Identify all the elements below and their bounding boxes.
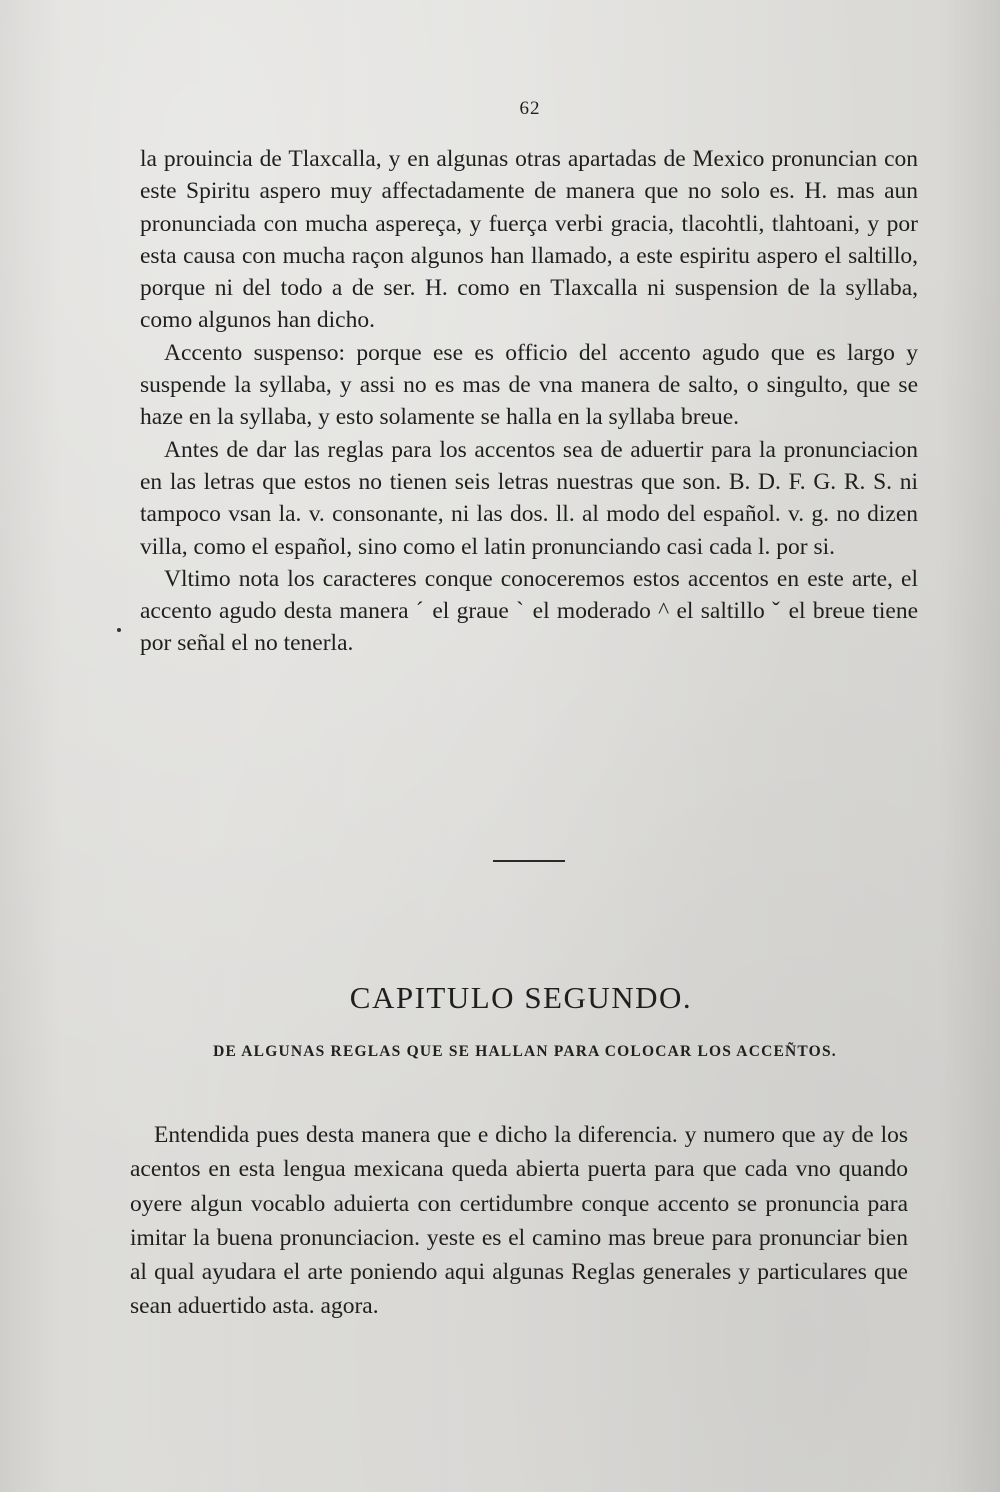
paragraph: Entendida pues desta manera que e dicho la diferencia. y numero que ay de los acentos en esta lengua mexicana queda abierta puerta para que cada vno quando oyere algun vocablo aduierta con certidumbre conque accento se pronuncia para imitar la buena pronunciacion. yeste es el camino mas breue para pronunciar bien al qual ayudara el arte poniendo aqui algunas Reglas generales y particulares que sean aduertido asta. agora. [130,1122,908,1320]
ink-speck [117,628,121,632]
paragraph: Accento suspenso: porque ese es officio del accento agudo que es largo y suspende la syllaba, y assi no es mas de vna manera de salto, o singulto, que se haze en la syllaba, y esto solamente se halla en la syllaba breue. [140,339,918,431]
text-block-upper [140,143,918,660]
text-block-lower [130,1118,908,1324]
chapter-subtitle: DE ALGUNAS REGLAS QUE SE HALLAN PARA COLOCAR LOS ACCEÑTOS. [213,1043,837,1060]
page-number: 62 [519,98,541,119]
paragraph: Vltimo nota los caracteres conque conoceremos estos accentos en este arte, el accento agudo desta manera ˊ el graue ˋ el moderado ^ el saltillo ˇ el breue tiene por señal el no tenerla. [140,565,918,657]
paragraph: la prouincia de Tlaxcalla, y en algunas otras apartadas de Mexico pronuncian con este Spiritu aspero muy affectadamente de manera que no solo es. H. mas aun pronunciada con mucha aspereça, y fuerça verbi gracia, tlacohtli, tlahtoani, y por esta causa con mucha raçon algunos han llamado, a este espiritu aspero el saltillo, porque ni del todo a de ser. H. como en Tlaxcalla ni suspension de la syllaba, como algunos han dicho. [140,146,918,334]
section-divider [493,860,565,862]
chapter-title: CAPITULO SEGUNDO. [349,980,693,1015]
paragraph: Antes de dar las reglas para los accentos sea de aduertir para la pronunciacion en las letras que estos no tienen seis letras nuestras que son. B. D. F. G. R. S. ni tampoco vsan la. v. consonante, ni las dos. ll. al modo del español. v. g. no dizen villa, como el español, sino como el latin pronunciando casi cada l. por si. [140,436,918,560]
